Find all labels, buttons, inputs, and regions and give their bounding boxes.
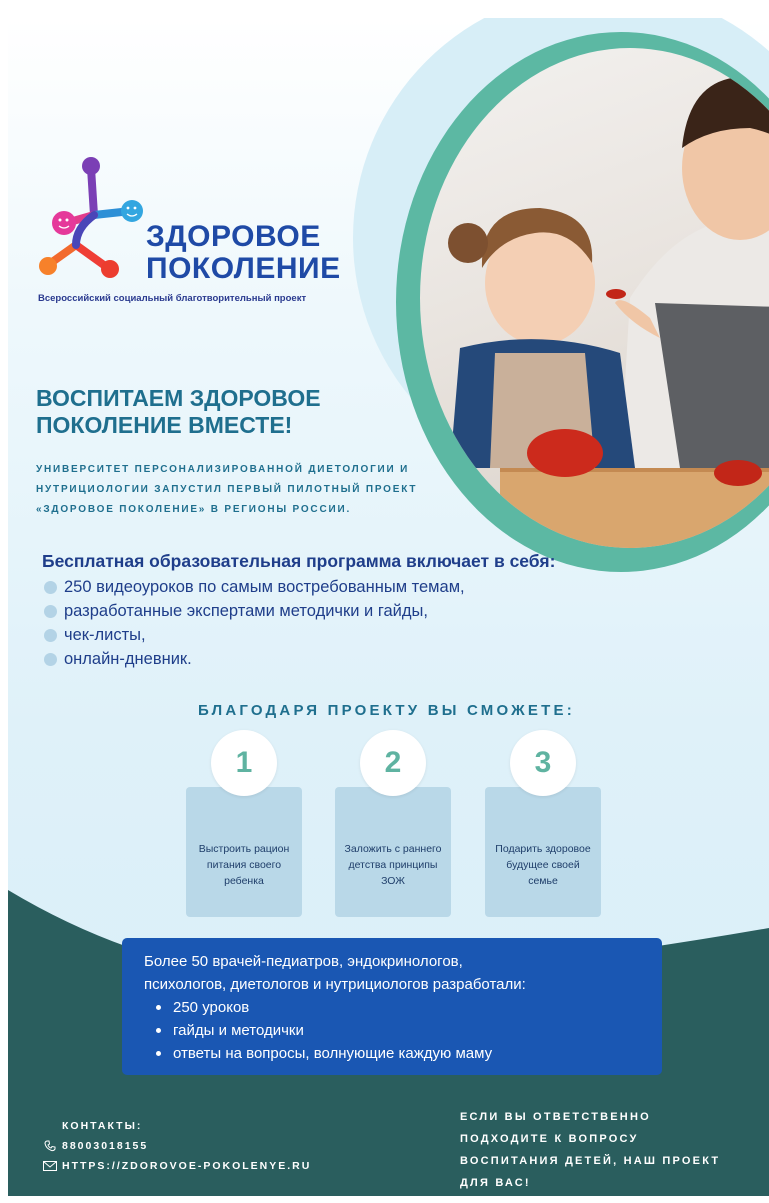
benefit-card-text: Подарить здоровое будущее своей семье bbox=[495, 843, 591, 887]
logo-line-1: ЗДОРОВОЕ bbox=[146, 220, 321, 253]
benefit-card-text: Выстроить рацион питания своего ребенка bbox=[198, 843, 290, 887]
intro-text bbox=[36, 460, 456, 520]
program-list bbox=[42, 575, 555, 671]
headline bbox=[36, 385, 321, 439]
logo-tagline: Всероссийский социальный благотворительный проект bbox=[38, 293, 307, 304]
phone-icon bbox=[42, 1139, 58, 1153]
benefits-title: БЛАГОДАРЯ ПРОЕКТУ ВЫ СМОЖЕТЕ: bbox=[198, 702, 575, 719]
benefit-number-3: 3 bbox=[510, 730, 576, 796]
slogan-line-3: ВОСПИТАНИЯ ДЕТЕЙ, НАШ ПРОЕКТ bbox=[460, 1155, 721, 1167]
list-item-text: онлайн-дневник. bbox=[64, 649, 192, 668]
experts-list bbox=[156, 996, 640, 1065]
list-item bbox=[42, 575, 555, 599]
website-link[interactable]: HTTPS://ZDOROVOE-POKOLENYE.RU bbox=[62, 1160, 312, 1172]
slogan-line-2: ПОДХОДИТЕ К ВОПРОСУ bbox=[460, 1133, 639, 1145]
list-item bbox=[42, 623, 555, 647]
logo-wordmark bbox=[146, 221, 341, 285]
headline-line-2: ПОКОЛЕНИЕ ВМЕСТЕ! bbox=[36, 412, 293, 438]
list-item bbox=[42, 647, 555, 671]
experts-line-1: Более 50 врачей-педиатров, эндокринологов, bbox=[144, 953, 463, 970]
list-item bbox=[156, 996, 640, 1019]
list-item-text: чек-листы, bbox=[64, 625, 146, 644]
contacts-title: КОНТАКТЫ: bbox=[62, 1120, 143, 1132]
list-item bbox=[42, 599, 555, 623]
bullet-dot-icon bbox=[44, 581, 57, 594]
intro-line-1: УНИВЕРСИТЕТ ПЕРСОНАЛИЗИРОВАННОЙ ДИЕТОЛОГИИ И bbox=[36, 464, 410, 475]
slogan-line-4: ДЛЯ ВАС! bbox=[460, 1177, 531, 1189]
list-item bbox=[156, 1042, 640, 1065]
list-item-text: ответы на вопросы, волнующие каждую маму bbox=[173, 1045, 493, 1062]
contact-phone bbox=[42, 1136, 311, 1156]
list-item-text: 250 уроков bbox=[173, 999, 250, 1016]
poster bbox=[8, 18, 769, 1196]
list-item-text: гайды и методички bbox=[173, 1022, 304, 1039]
bullet-dot-icon bbox=[44, 605, 57, 618]
phone-number[interactable]: 88003018155 bbox=[62, 1140, 149, 1152]
contacts bbox=[42, 1116, 311, 1176]
benefit-number-2: 2 bbox=[360, 730, 426, 796]
bullet-icon bbox=[156, 1051, 161, 1056]
headline-line-1: ВОСПИТАЕМ ЗДОРОВОЕ bbox=[36, 385, 321, 411]
benefit-number-1: 1 bbox=[211, 730, 277, 796]
bullet-dot-icon bbox=[44, 653, 57, 666]
slogan bbox=[460, 1106, 760, 1194]
list-item-text: 250 видеоуроков по самым востребованным темам, bbox=[64, 577, 465, 596]
list-item-text: разработанные экспертами методички и гайды, bbox=[64, 601, 428, 620]
benefit-card-text: Заложить с раннего детства принципы ЗОЖ bbox=[344, 843, 442, 887]
logo bbox=[36, 153, 376, 313]
bullet-dot-icon bbox=[44, 629, 57, 642]
bullet-icon bbox=[156, 1005, 161, 1010]
experts-box bbox=[122, 938, 662, 1075]
list-item bbox=[156, 1019, 640, 1042]
logo-mark-icon bbox=[36, 153, 146, 283]
program-section bbox=[42, 551, 555, 671]
intro-line-3: «ЗДОРОВОЕ ПОКОЛЕНИЕ» В РЕГИОНЫ РОССИИ. bbox=[36, 504, 352, 515]
bullet-icon bbox=[156, 1028, 161, 1033]
experts-line-2: психологов, диетологов и нутрициологов разработали: bbox=[144, 976, 526, 993]
intro-line-2: НУТРИЦИОЛОГИИ ЗАПУСТИЛ ПЕРВЫЙ ПИЛОТНЫЙ ПРОЕКТ bbox=[36, 484, 418, 495]
mail-icon bbox=[42, 1159, 58, 1173]
contact-site bbox=[42, 1156, 311, 1176]
slogan-line-1: ЕСЛИ ВЫ ОТВЕТСТВЕННО bbox=[460, 1111, 651, 1123]
logo-line-2: ПОКОЛЕНИЕ bbox=[146, 252, 341, 285]
program-title: Бесплатная образовательная программа включает в себя: bbox=[42, 551, 556, 571]
